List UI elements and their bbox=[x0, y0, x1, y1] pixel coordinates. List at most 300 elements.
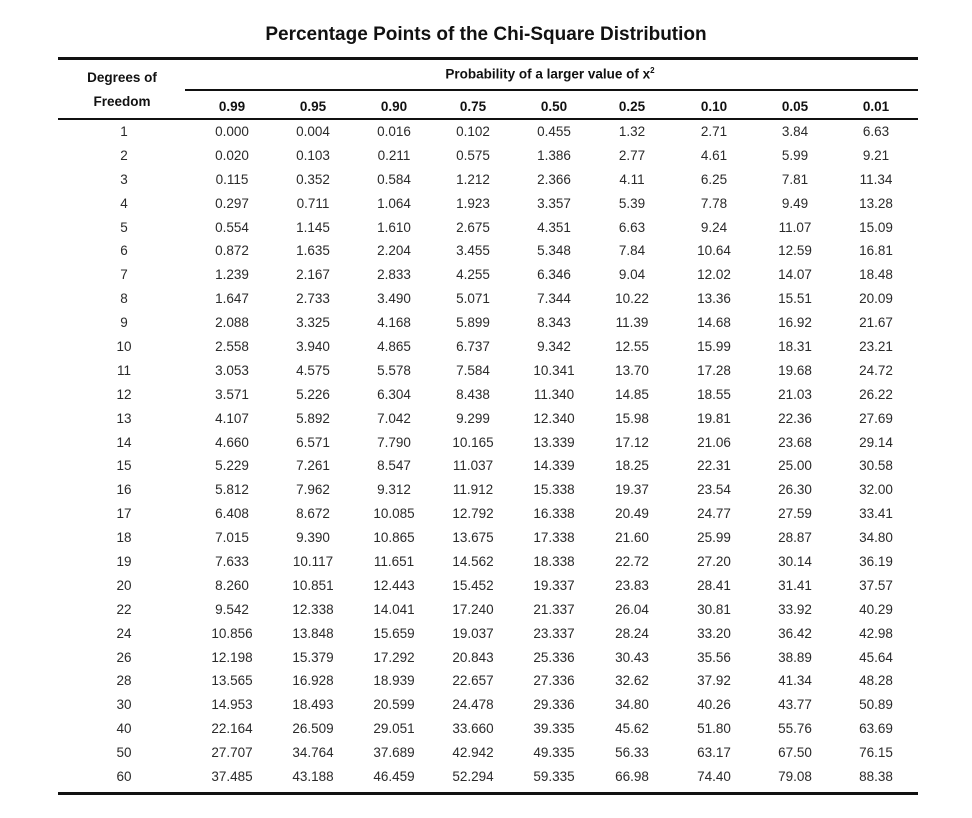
value-cell: 23.337 bbox=[533, 625, 575, 641]
value-cell: 1.145 bbox=[296, 219, 330, 235]
value-cell: 7.042 bbox=[377, 410, 411, 426]
value-cell: 8.672 bbox=[296, 506, 330, 522]
value-cell: 0.575 bbox=[456, 147, 490, 163]
value-cell: 11.037 bbox=[452, 458, 494, 474]
value-cell: 4.107 bbox=[215, 410, 249, 426]
value-cell: 22.36 bbox=[778, 410, 812, 426]
value-cell: 10.22 bbox=[615, 291, 649, 307]
value-cell: 0.102 bbox=[456, 124, 490, 139]
value-cell: 0.554 bbox=[215, 219, 249, 235]
value-cell: 7.81 bbox=[781, 171, 809, 187]
table-title: Percentage Points of the Chi-Square Distribution bbox=[265, 24, 707, 45]
value-cell: 43.188 bbox=[292, 769, 334, 785]
value-cell: 0.016 bbox=[377, 124, 411, 139]
value-cell: 2.675 bbox=[456, 219, 490, 235]
table-row bbox=[0, 239, 972, 263]
value-cell: 3.053 bbox=[215, 362, 249, 378]
value-cell: 1.647 bbox=[215, 291, 249, 307]
table-row bbox=[0, 574, 972, 598]
value-cell: 17.240 bbox=[452, 601, 494, 617]
value-cell: 7.962 bbox=[296, 482, 330, 498]
value-cell: 38.89 bbox=[778, 649, 812, 665]
value-cell: 49.335 bbox=[533, 745, 575, 761]
value-cell: 3.571 bbox=[215, 386, 249, 402]
value-cell: 5.229 bbox=[215, 458, 249, 474]
dof-cell: 13 bbox=[116, 410, 132, 426]
value-cell: 27.20 bbox=[697, 554, 731, 570]
value-cell: 14.07 bbox=[778, 267, 812, 283]
dof-cell: 10 bbox=[116, 339, 132, 355]
dof-cell: 4 bbox=[120, 195, 128, 211]
column-header: 0.75 bbox=[459, 99, 487, 114]
value-cell: 5.578 bbox=[377, 362, 411, 378]
value-cell: 12.02 bbox=[697, 267, 731, 283]
value-cell: 67.50 bbox=[778, 745, 812, 761]
value-cell: 45.64 bbox=[859, 649, 893, 665]
value-cell: 2.204 bbox=[377, 243, 411, 259]
value-cell: 3.325 bbox=[296, 315, 330, 331]
value-cell: 2.558 bbox=[215, 339, 249, 355]
value-cell: 23.54 bbox=[697, 482, 731, 498]
value-cell: 33.20 bbox=[697, 625, 731, 641]
column-header: 0.90 bbox=[380, 99, 408, 114]
value-cell: 56.33 bbox=[615, 745, 649, 761]
value-cell: 10.865 bbox=[373, 530, 415, 546]
value-cell: 8.343 bbox=[537, 315, 571, 331]
value-cell: 27.69 bbox=[859, 410, 893, 426]
value-cell: 37.689 bbox=[373, 745, 415, 761]
value-cell: 41.34 bbox=[778, 673, 812, 689]
value-cell: 26.04 bbox=[615, 601, 649, 617]
value-cell: 6.63 bbox=[618, 219, 646, 235]
value-cell: 12.340 bbox=[533, 410, 575, 426]
value-cell: 0.020 bbox=[215, 147, 249, 163]
value-cell: 34.80 bbox=[859, 530, 893, 546]
value-cell: 13.565 bbox=[211, 673, 253, 689]
value-cell: 5.348 bbox=[537, 243, 571, 259]
value-cell: 4.660 bbox=[215, 434, 249, 450]
value-cell: 51.80 bbox=[697, 721, 731, 737]
value-cell: 5.899 bbox=[456, 315, 490, 331]
value-cell: 5.892 bbox=[296, 410, 330, 426]
dof-cell: 11 bbox=[116, 362, 131, 378]
value-cell: 59.335 bbox=[533, 769, 575, 785]
dof-cell: 12 bbox=[116, 386, 132, 402]
dof-cell: 15 bbox=[116, 458, 132, 474]
value-cell: 2.733 bbox=[296, 291, 330, 307]
value-cell: 34.80 bbox=[615, 697, 649, 713]
value-cell: 43.77 bbox=[778, 697, 812, 713]
table-row bbox=[0, 120, 972, 144]
probability-header-text: Probability of a larger value of x bbox=[445, 66, 651, 82]
dof-cell: 1 bbox=[120, 124, 128, 139]
dof-cell: 6 bbox=[120, 243, 128, 259]
dof-cell: 7 bbox=[120, 267, 128, 283]
value-cell: 12.198 bbox=[211, 649, 253, 665]
value-cell: 0.352 bbox=[296, 171, 330, 187]
value-cell: 76.15 bbox=[859, 745, 893, 761]
value-cell: 3.357 bbox=[537, 195, 571, 211]
dof-cell: 9 bbox=[120, 315, 128, 331]
value-cell: 13.675 bbox=[452, 530, 494, 546]
value-cell: 18.48 bbox=[859, 267, 893, 283]
value-cell: 14.68 bbox=[697, 315, 731, 331]
table-row bbox=[0, 550, 972, 574]
value-cell: 42.98 bbox=[859, 625, 893, 641]
value-cell: 12.55 bbox=[615, 339, 649, 355]
value-cell: 10.117 bbox=[292, 554, 334, 570]
value-cell: 4.351 bbox=[537, 219, 571, 235]
value-cell: 29.336 bbox=[533, 697, 575, 713]
value-cell: 11.34 bbox=[859, 171, 893, 187]
value-cell: 16.338 bbox=[533, 506, 575, 522]
table-row bbox=[0, 216, 972, 240]
value-cell: 46.459 bbox=[373, 769, 415, 785]
dof-cell: 14 bbox=[116, 434, 132, 450]
value-cell: 13.848 bbox=[292, 625, 334, 641]
value-cell: 0.115 bbox=[215, 171, 249, 187]
value-cell: 5.071 bbox=[456, 291, 490, 307]
dof-cell: 5 bbox=[120, 219, 128, 235]
value-cell: 45.62 bbox=[615, 721, 649, 737]
value-cell: 15.99 bbox=[697, 339, 731, 355]
dof-cell: 26 bbox=[116, 649, 132, 665]
value-cell: 9.49 bbox=[781, 195, 809, 211]
value-cell: 1.635 bbox=[296, 243, 330, 259]
value-cell: 18.939 bbox=[373, 673, 415, 689]
value-cell: 30.14 bbox=[778, 554, 812, 570]
value-cell: 14.041 bbox=[373, 601, 415, 617]
value-cell: 21.03 bbox=[778, 386, 812, 402]
value-cell: 12.792 bbox=[452, 506, 494, 522]
value-cell: 4.575 bbox=[296, 362, 330, 378]
value-cell: 1.239 bbox=[215, 267, 249, 283]
value-cell: 9.390 bbox=[296, 530, 330, 546]
table-row bbox=[0, 287, 972, 311]
table-row bbox=[0, 526, 972, 550]
dof-cell: 3 bbox=[120, 171, 128, 187]
table-row bbox=[0, 622, 972, 646]
value-cell: 6.25 bbox=[700, 171, 728, 187]
column-header: 0.25 bbox=[618, 99, 646, 114]
value-cell: 18.31 bbox=[778, 339, 812, 355]
value-cell: 30.81 bbox=[697, 601, 731, 617]
value-cell: 2.088 bbox=[215, 315, 249, 331]
value-cell: 5.39 bbox=[618, 195, 646, 211]
value-cell: 13.70 bbox=[615, 362, 649, 378]
value-cell: 25.00 bbox=[778, 458, 812, 474]
value-cell: 20.599 bbox=[373, 697, 415, 713]
value-cell: 5.99 bbox=[781, 147, 809, 163]
dof-cell: 24 bbox=[116, 625, 132, 641]
value-cell: 11.912 bbox=[452, 482, 494, 498]
value-cell: 2.167 bbox=[296, 267, 330, 283]
table-row bbox=[0, 431, 972, 455]
bottom-rule bbox=[58, 792, 918, 795]
value-cell: 35.56 bbox=[697, 649, 731, 665]
value-cell: 13.339 bbox=[533, 434, 575, 450]
probability-header bbox=[185, 66, 915, 82]
probability-header-superscript: 2 bbox=[650, 66, 655, 75]
value-cell: 14.562 bbox=[452, 554, 494, 570]
value-cell: 40.26 bbox=[697, 697, 731, 713]
value-cell: 1.386 bbox=[537, 147, 571, 163]
value-cell: 18.493 bbox=[292, 697, 334, 713]
value-cell: 25.99 bbox=[697, 530, 731, 546]
value-cell: 7.84 bbox=[618, 243, 646, 259]
value-cell: 1.610 bbox=[377, 219, 411, 235]
value-cell: 11.07 bbox=[778, 219, 812, 235]
value-cell: 15.379 bbox=[292, 649, 334, 665]
probability-header-rule bbox=[185, 89, 918, 91]
value-cell: 3.84 bbox=[781, 124, 809, 139]
value-cell: 14.953 bbox=[211, 697, 253, 713]
table-row bbox=[0, 646, 972, 670]
value-cell: 15.338 bbox=[533, 482, 575, 498]
value-cell: 50.89 bbox=[859, 697, 893, 713]
value-cell: 31.41 bbox=[778, 577, 812, 593]
value-cell: 22.164 bbox=[211, 721, 253, 737]
value-cell: 13.28 bbox=[859, 195, 893, 211]
value-cell: 66.98 bbox=[615, 769, 649, 785]
value-cell: 12.59 bbox=[778, 243, 812, 259]
value-cell: 18.25 bbox=[615, 458, 649, 474]
value-cell: 29.14 bbox=[859, 434, 893, 450]
value-cell: 19.337 bbox=[533, 577, 575, 593]
value-cell: 37.57 bbox=[859, 577, 893, 593]
value-cell: 15.659 bbox=[373, 625, 415, 641]
value-cell: 26.30 bbox=[778, 482, 812, 498]
value-cell: 19.37 bbox=[615, 482, 649, 498]
value-cell: 37.92 bbox=[697, 673, 731, 689]
value-cell: 22.31 bbox=[697, 458, 731, 474]
value-cell: 28.41 bbox=[697, 577, 731, 593]
value-cell: 79.08 bbox=[778, 769, 812, 785]
value-cell: 36.42 bbox=[778, 625, 812, 641]
value-cell: 88.38 bbox=[859, 769, 893, 785]
value-cell: 19.81 bbox=[697, 410, 731, 426]
value-cell: 27.59 bbox=[778, 506, 812, 522]
dof-cell: 22 bbox=[116, 601, 132, 617]
table-row bbox=[0, 717, 972, 741]
value-cell: 10.165 bbox=[452, 434, 494, 450]
value-cell: 6.304 bbox=[377, 386, 411, 402]
value-cell: 0.872 bbox=[215, 243, 249, 259]
value-cell: 7.790 bbox=[377, 434, 411, 450]
column-header: 0.99 bbox=[218, 99, 246, 114]
value-cell: 7.261 bbox=[296, 458, 330, 474]
dof-cell: 20 bbox=[116, 577, 132, 593]
value-cell: 16.81 bbox=[859, 243, 893, 259]
value-cell: 23.68 bbox=[778, 434, 812, 450]
value-cell: 18.338 bbox=[533, 554, 575, 570]
value-cell: 7.78 bbox=[700, 195, 728, 211]
value-cell: 7.344 bbox=[537, 291, 571, 307]
table-row bbox=[0, 502, 972, 526]
dof-cell: 2 bbox=[120, 147, 128, 163]
value-cell: 21.337 bbox=[533, 601, 575, 617]
value-cell: 40.29 bbox=[859, 601, 893, 617]
value-cell: 32.62 bbox=[615, 673, 649, 689]
table-row bbox=[0, 335, 972, 359]
value-cell: 25.336 bbox=[533, 649, 575, 665]
value-cell: 28.24 bbox=[615, 625, 649, 641]
value-cell: 0.103 bbox=[296, 147, 330, 163]
dof-cell: 30 bbox=[116, 697, 132, 713]
value-cell: 22.657 bbox=[452, 673, 494, 689]
value-cell: 26.22 bbox=[859, 386, 893, 402]
value-cell: 5.226 bbox=[296, 386, 330, 402]
value-cell: 27.707 bbox=[211, 745, 253, 761]
value-cell: 4.168 bbox=[377, 315, 411, 331]
top-rule bbox=[58, 57, 918, 60]
column-header-row bbox=[0, 97, 972, 117]
value-cell: 17.292 bbox=[373, 649, 415, 665]
value-cell: 2.71 bbox=[700, 124, 728, 139]
value-cell: 55.76 bbox=[778, 721, 812, 737]
value-cell: 52.294 bbox=[452, 769, 494, 785]
dof-cell: 18 bbox=[116, 530, 132, 546]
value-cell: 12.443 bbox=[373, 577, 415, 593]
value-cell: 1.212 bbox=[456, 171, 490, 187]
value-cell: 26.509 bbox=[292, 721, 334, 737]
value-cell: 3.490 bbox=[377, 291, 411, 307]
value-cell: 24.478 bbox=[452, 697, 494, 713]
value-cell: 33.92 bbox=[778, 601, 812, 617]
column-header: 0.50 bbox=[540, 99, 568, 114]
value-cell: 18.55 bbox=[697, 386, 731, 402]
table-row bbox=[0, 669, 972, 693]
value-cell: 21.67 bbox=[859, 315, 893, 331]
dof-cell: 19 bbox=[116, 554, 132, 570]
value-cell: 9.21 bbox=[862, 147, 890, 163]
value-cell: 8.260 bbox=[215, 577, 249, 593]
table-row bbox=[0, 144, 972, 168]
value-cell: 37.485 bbox=[211, 769, 253, 785]
value-cell: 20.49 bbox=[615, 506, 649, 522]
dof-cell: 50 bbox=[116, 745, 132, 761]
value-cell: 16.928 bbox=[292, 673, 334, 689]
value-cell: 7.015 bbox=[215, 530, 249, 546]
value-cell: 13.36 bbox=[697, 291, 731, 307]
value-cell: 33.41 bbox=[859, 506, 893, 522]
value-cell: 15.452 bbox=[452, 577, 494, 593]
table-row bbox=[0, 192, 972, 216]
table-row bbox=[0, 741, 972, 765]
value-cell: 30.58 bbox=[859, 458, 893, 474]
table-row bbox=[0, 693, 972, 717]
dof-cell: 16 bbox=[116, 482, 132, 498]
table-row bbox=[0, 765, 972, 789]
value-cell: 1.923 bbox=[456, 195, 490, 211]
column-header: 0.05 bbox=[781, 99, 809, 114]
value-cell: 7.633 bbox=[215, 554, 249, 570]
value-cell: 27.336 bbox=[533, 673, 575, 689]
value-cell: 7.584 bbox=[456, 362, 490, 378]
value-cell: 14.339 bbox=[533, 458, 575, 474]
dof-header-line2: Freedom bbox=[93, 94, 151, 109]
value-cell: 21.60 bbox=[615, 530, 649, 546]
value-cell: 36.19 bbox=[859, 554, 893, 570]
value-cell: 15.98 bbox=[615, 410, 649, 426]
value-cell: 42.942 bbox=[452, 745, 494, 761]
value-cell: 63.69 bbox=[859, 721, 893, 737]
value-cell: 48.28 bbox=[859, 673, 893, 689]
value-cell: 4.11 bbox=[619, 171, 645, 187]
value-cell: 74.40 bbox=[697, 769, 731, 785]
value-cell: 24.72 bbox=[859, 362, 893, 378]
dof-cell: 60 bbox=[116, 769, 132, 785]
value-cell: 11.340 bbox=[533, 386, 575, 402]
value-cell: 8.547 bbox=[377, 458, 411, 474]
value-cell: 9.04 bbox=[618, 267, 646, 283]
table-row bbox=[0, 383, 972, 407]
value-cell: 12.338 bbox=[292, 601, 334, 617]
dof-header-line1: Degrees of bbox=[87, 70, 157, 85]
table-row bbox=[0, 407, 972, 431]
value-cell: 0.584 bbox=[377, 171, 411, 187]
value-cell: 10.64 bbox=[697, 243, 731, 259]
value-cell: 23.21 bbox=[859, 339, 893, 355]
value-cell: 29.051 bbox=[373, 721, 415, 737]
value-cell: 9.299 bbox=[456, 410, 490, 426]
value-cell: 16.92 bbox=[778, 315, 812, 331]
value-cell: 20.843 bbox=[452, 649, 494, 665]
value-cell: 14.85 bbox=[615, 386, 649, 402]
value-cell: 17.12 bbox=[615, 434, 649, 450]
value-cell: 21.06 bbox=[697, 434, 731, 450]
value-cell: 6.408 bbox=[215, 506, 249, 522]
value-cell: 30.43 bbox=[615, 649, 649, 665]
value-cell: 33.660 bbox=[452, 721, 494, 737]
value-cell: 8.438 bbox=[456, 386, 490, 402]
value-cell: 10.851 bbox=[292, 577, 334, 593]
table-row bbox=[0, 168, 972, 192]
table-body bbox=[0, 120, 972, 789]
value-cell: 9.342 bbox=[537, 339, 571, 355]
value-cell: 19.68 bbox=[778, 362, 812, 378]
value-cell: 17.28 bbox=[697, 362, 731, 378]
value-cell: 3.455 bbox=[456, 243, 490, 259]
dof-cell: 28 bbox=[116, 673, 132, 689]
column-header: 0.10 bbox=[700, 99, 728, 114]
table-row bbox=[0, 478, 972, 502]
value-cell: 63.17 bbox=[697, 745, 731, 761]
value-cell: 17.338 bbox=[533, 530, 575, 546]
value-cell: 1.064 bbox=[377, 195, 411, 211]
column-header: 0.95 bbox=[299, 99, 327, 114]
value-cell: 15.51 bbox=[778, 291, 812, 307]
value-cell: 6.63 bbox=[862, 124, 890, 139]
value-cell: 23.83 bbox=[615, 577, 649, 593]
value-cell: 15.09 bbox=[859, 219, 893, 235]
value-cell: 5.812 bbox=[215, 482, 249, 498]
value-cell: 0.004 bbox=[296, 124, 330, 139]
value-cell: 9.24 bbox=[700, 219, 728, 235]
value-cell: 34.764 bbox=[292, 745, 334, 761]
column-header: 0.01 bbox=[862, 99, 890, 114]
dof-cell: 17 bbox=[116, 506, 132, 522]
value-cell: 0.000 bbox=[215, 124, 249, 139]
value-cell: 11.39 bbox=[615, 315, 649, 331]
table-row bbox=[0, 311, 972, 335]
value-cell: 24.77 bbox=[697, 506, 731, 522]
value-cell: 1.32 bbox=[618, 124, 646, 139]
value-cell: 10.856 bbox=[211, 625, 253, 641]
value-cell: 20.09 bbox=[859, 291, 893, 307]
value-cell: 39.335 bbox=[533, 721, 575, 737]
table-row bbox=[0, 454, 972, 478]
